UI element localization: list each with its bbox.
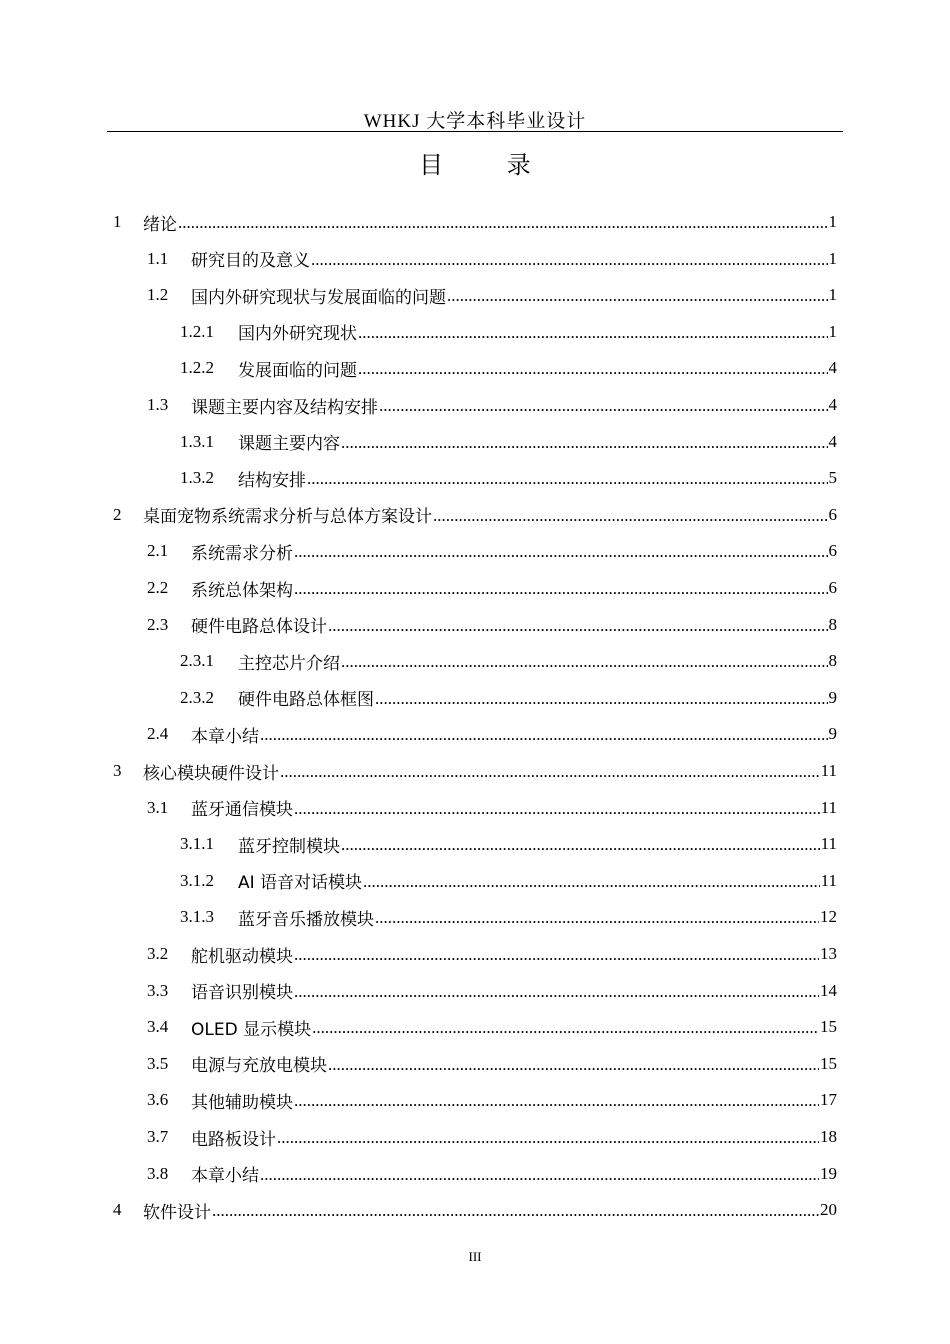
toc-entry-label: 语音识别模块: [191, 983, 293, 1004]
dot-leader: [260, 1165, 819, 1185]
dot-leader: [277, 1128, 819, 1148]
toc-entry-number: 3.1: [147, 797, 169, 817]
toc-entry-page: 5: [828, 468, 837, 488]
toc-entry-label: 电路板设计: [191, 1129, 276, 1150]
toc-entry-page: 12: [820, 907, 837, 927]
toc-entry-page: 17: [820, 1090, 837, 1110]
toc-entry-number: 2.3.1: [180, 651, 214, 671]
dot-leader: [433, 506, 828, 526]
toc-entry-label: 硬件电路总体框图: [238, 690, 374, 711]
toc-entry-number: 2.2: [147, 578, 169, 597]
toc-entry-page: 18: [820, 1127, 837, 1146]
dot-leader: [379, 396, 828, 416]
dot-leader: [375, 908, 819, 928]
toc-entry[interactable]: [147, 716, 837, 752]
toc-entry-page: 9: [828, 687, 837, 707]
toc-entry-number: 3.3: [147, 980, 169, 1000]
toc-entry[interactable]: [180, 899, 837, 935]
toc-entry-label: 课题主要内容: [238, 434, 340, 455]
toc-entry-number: 3: [113, 761, 122, 780]
toc-entry-number: 3.5: [147, 1053, 169, 1073]
toc-entry-label: 研究目的及意义: [191, 251, 310, 272]
toc-entry-number: 3.2: [147, 944, 169, 963]
dot-leader: [341, 835, 820, 855]
dot-leader: [294, 945, 819, 965]
dot-leader: [363, 872, 820, 892]
toc-entry-label: 发展面临的问题: [238, 360, 357, 381]
dot-leader: [358, 323, 828, 343]
toc-entry[interactable]: [147, 533, 837, 569]
dot-leader: [375, 689, 828, 709]
toc-entry-number: 1.3.2: [180, 468, 214, 488]
toc-entry-number: 2.1: [147, 541, 169, 561]
toc-entry-label: OLED 显示模块: [191, 1019, 312, 1040]
toc-entry-page: 11: [820, 834, 837, 854]
toc-entry[interactable]: [113, 753, 837, 789]
toc-entry[interactable]: [113, 204, 837, 240]
toc-entry-number: 2.3.2: [180, 687, 214, 707]
toc-entry-page: 6: [828, 578, 837, 597]
toc-entry-page: 6: [828, 541, 837, 561]
toc-entry[interactable]: [180, 314, 837, 350]
toc-entry-number: 2: [113, 504, 122, 524]
toc-entry-page: 4: [828, 395, 837, 414]
toc-entry-label: 蓝牙音乐播放模块: [238, 909, 374, 930]
toc-entry[interactable]: [147, 277, 837, 313]
toc-entry-label: 主控芯片介绍: [238, 653, 340, 674]
toc-entry-number: 2.4: [147, 724, 169, 744]
toc-entry-page: 4: [828, 431, 837, 451]
toc-entry[interactable]: [180, 460, 837, 496]
toc-entry-label: 国内外研究现状与发展面临的问题: [191, 287, 446, 308]
running-header: [0, 106, 950, 133]
toc-entry[interactable]: [147, 790, 837, 826]
toc-entry-number: 3.4: [147, 1017, 169, 1037]
toc-entry-label: 电源与充放电模块: [191, 1056, 327, 1077]
dot-leader: [212, 1201, 819, 1221]
toc-entry[interactable]: [147, 1119, 837, 1155]
dot-leader: [178, 213, 828, 233]
toc-entry-number: 4: [113, 1200, 122, 1220]
dot-leader: [328, 1055, 819, 1075]
toc-entry-label: 系统总体架构: [191, 580, 293, 601]
toc-entry-number: 3.1.3: [180, 907, 214, 927]
toc-entry-page: 1: [828, 212, 837, 231]
dot-leader: [280, 762, 820, 782]
toc-entry-label: 国内外研究现状: [238, 324, 357, 345]
page-number-footer: III: [468, 1249, 482, 1264]
dot-leader: [447, 286, 828, 306]
dot-leader: [294, 799, 820, 819]
dot-leader: [312, 1018, 819, 1038]
toc-entry-label: 软件设计: [143, 1202, 211, 1223]
toc-entry-label: 舵机驱动模块: [191, 946, 293, 967]
toc-entry[interactable]: [147, 973, 837, 1009]
toc-entry-page: 9: [828, 724, 837, 744]
toc-entry-page: 20: [820, 1200, 837, 1220]
toc-entry-page: 1: [828, 321, 837, 341]
dot-leader: [294, 982, 819, 1002]
toc-entry[interactable]: [147, 1156, 837, 1192]
toc-entry-number: 1.2: [147, 285, 169, 305]
header-rule: [107, 131, 843, 132]
toc-entry-page: 11: [820, 870, 837, 890]
toc-entry-label: 系统需求分析: [191, 543, 293, 564]
toc-entry-page: 13: [820, 944, 837, 963]
toc-entry[interactable]: [147, 1046, 837, 1082]
dot-leader: [307, 469, 828, 489]
dot-leader: [294, 1091, 819, 1111]
toc-entry-page: 1: [828, 248, 837, 268]
toc-entry-number: 1: [113, 212, 122, 231]
toc-entry-page: 1: [828, 285, 837, 305]
toc-entry[interactable]: [180, 350, 837, 386]
toc-entry-label: 蓝牙控制模块: [238, 836, 340, 857]
toc-entry[interactable]: [147, 936, 837, 972]
toc-entry-label: 绪论: [143, 214, 177, 235]
toc-entry-label: 桌面宠物系统需求分析与总体方案设计: [143, 507, 432, 528]
toc-entry-page: 6: [828, 504, 837, 524]
toc-entry-number: 2.3: [147, 614, 169, 634]
dot-leader: [341, 652, 828, 672]
toc-entry-page: 4: [828, 358, 837, 378]
toc-entry[interactable]: [180, 680, 837, 716]
toc-entry-number: 3.1.1: [180, 834, 214, 854]
dot-leader: [260, 725, 828, 745]
toc-entry-page: 8: [828, 651, 837, 671]
toc-entry-page: 14: [820, 980, 837, 1000]
toc-entry[interactable]: [113, 1192, 837, 1228]
dot-leader: [311, 250, 828, 270]
toc-entry-number: 1.3: [147, 395, 169, 414]
toc-entry-label: 本章小结: [191, 726, 259, 747]
toc-entry-label: 其他辅助模块: [191, 1092, 293, 1113]
toc-entry-page: 11: [820, 761, 837, 780]
toc-entry-page: 19: [820, 1163, 837, 1183]
toc-entry-number: 1.2.1: [180, 321, 214, 341]
toc-entry-page: 8: [828, 614, 837, 634]
dot-leader: [294, 542, 828, 562]
page-title: 目 录: [419, 151, 559, 179]
toc-entry-label: 本章小结: [191, 1166, 259, 1187]
running-header-text: WHKJ 大学本科毕业设计: [363, 111, 587, 132]
toc-entry[interactable]: [147, 1082, 837, 1118]
toc-entry[interactable]: [147, 387, 837, 423]
dot-leader: [294, 579, 828, 599]
toc-entry-number: 1.3.1: [180, 431, 214, 451]
toc-entry-page: 15: [820, 1017, 837, 1037]
toc-entry[interactable]: [180, 826, 837, 862]
toc-entry-label: 课题主要内容及结构安排: [191, 397, 378, 418]
toc-entry-page: 11: [820, 797, 837, 817]
toc-entry-number: 3.6: [147, 1090, 169, 1110]
toc-entry[interactable]: [180, 643, 837, 679]
toc-entry[interactable]: [180, 863, 837, 899]
toc-entry-label: 结构安排: [238, 470, 306, 491]
toc-entry[interactable]: [147, 1009, 837, 1045]
toc-entry[interactable]: [180, 424, 837, 460]
toc-entry-number: 3.7: [147, 1127, 169, 1146]
toc-entry[interactable]: [147, 570, 837, 606]
toc-entry[interactable]: [147, 241, 837, 277]
toc-entry-label: 核心模块硬件设计: [143, 763, 279, 784]
toc-entry-number: 3.8: [147, 1163, 169, 1183]
dot-leader: [341, 433, 828, 453]
toc-entry-number: 3.1.2: [180, 870, 214, 890]
dot-leader: [328, 616, 828, 636]
toc-entry-number: 1.1: [147, 248, 169, 268]
toc-entry[interactable]: [113, 497, 837, 533]
toc-entry-label: 蓝牙通信模块: [191, 800, 293, 821]
toc-entry-label: 硬件电路总体设计: [191, 617, 327, 638]
toc-entry-page: 15: [820, 1053, 837, 1073]
toc-entry-number: 1.2.2: [180, 358, 214, 378]
toc-entry[interactable]: [147, 607, 837, 643]
toc-entry-label: AI 语音对话模块: [238, 873, 363, 894]
dot-leader: [358, 359, 828, 379]
